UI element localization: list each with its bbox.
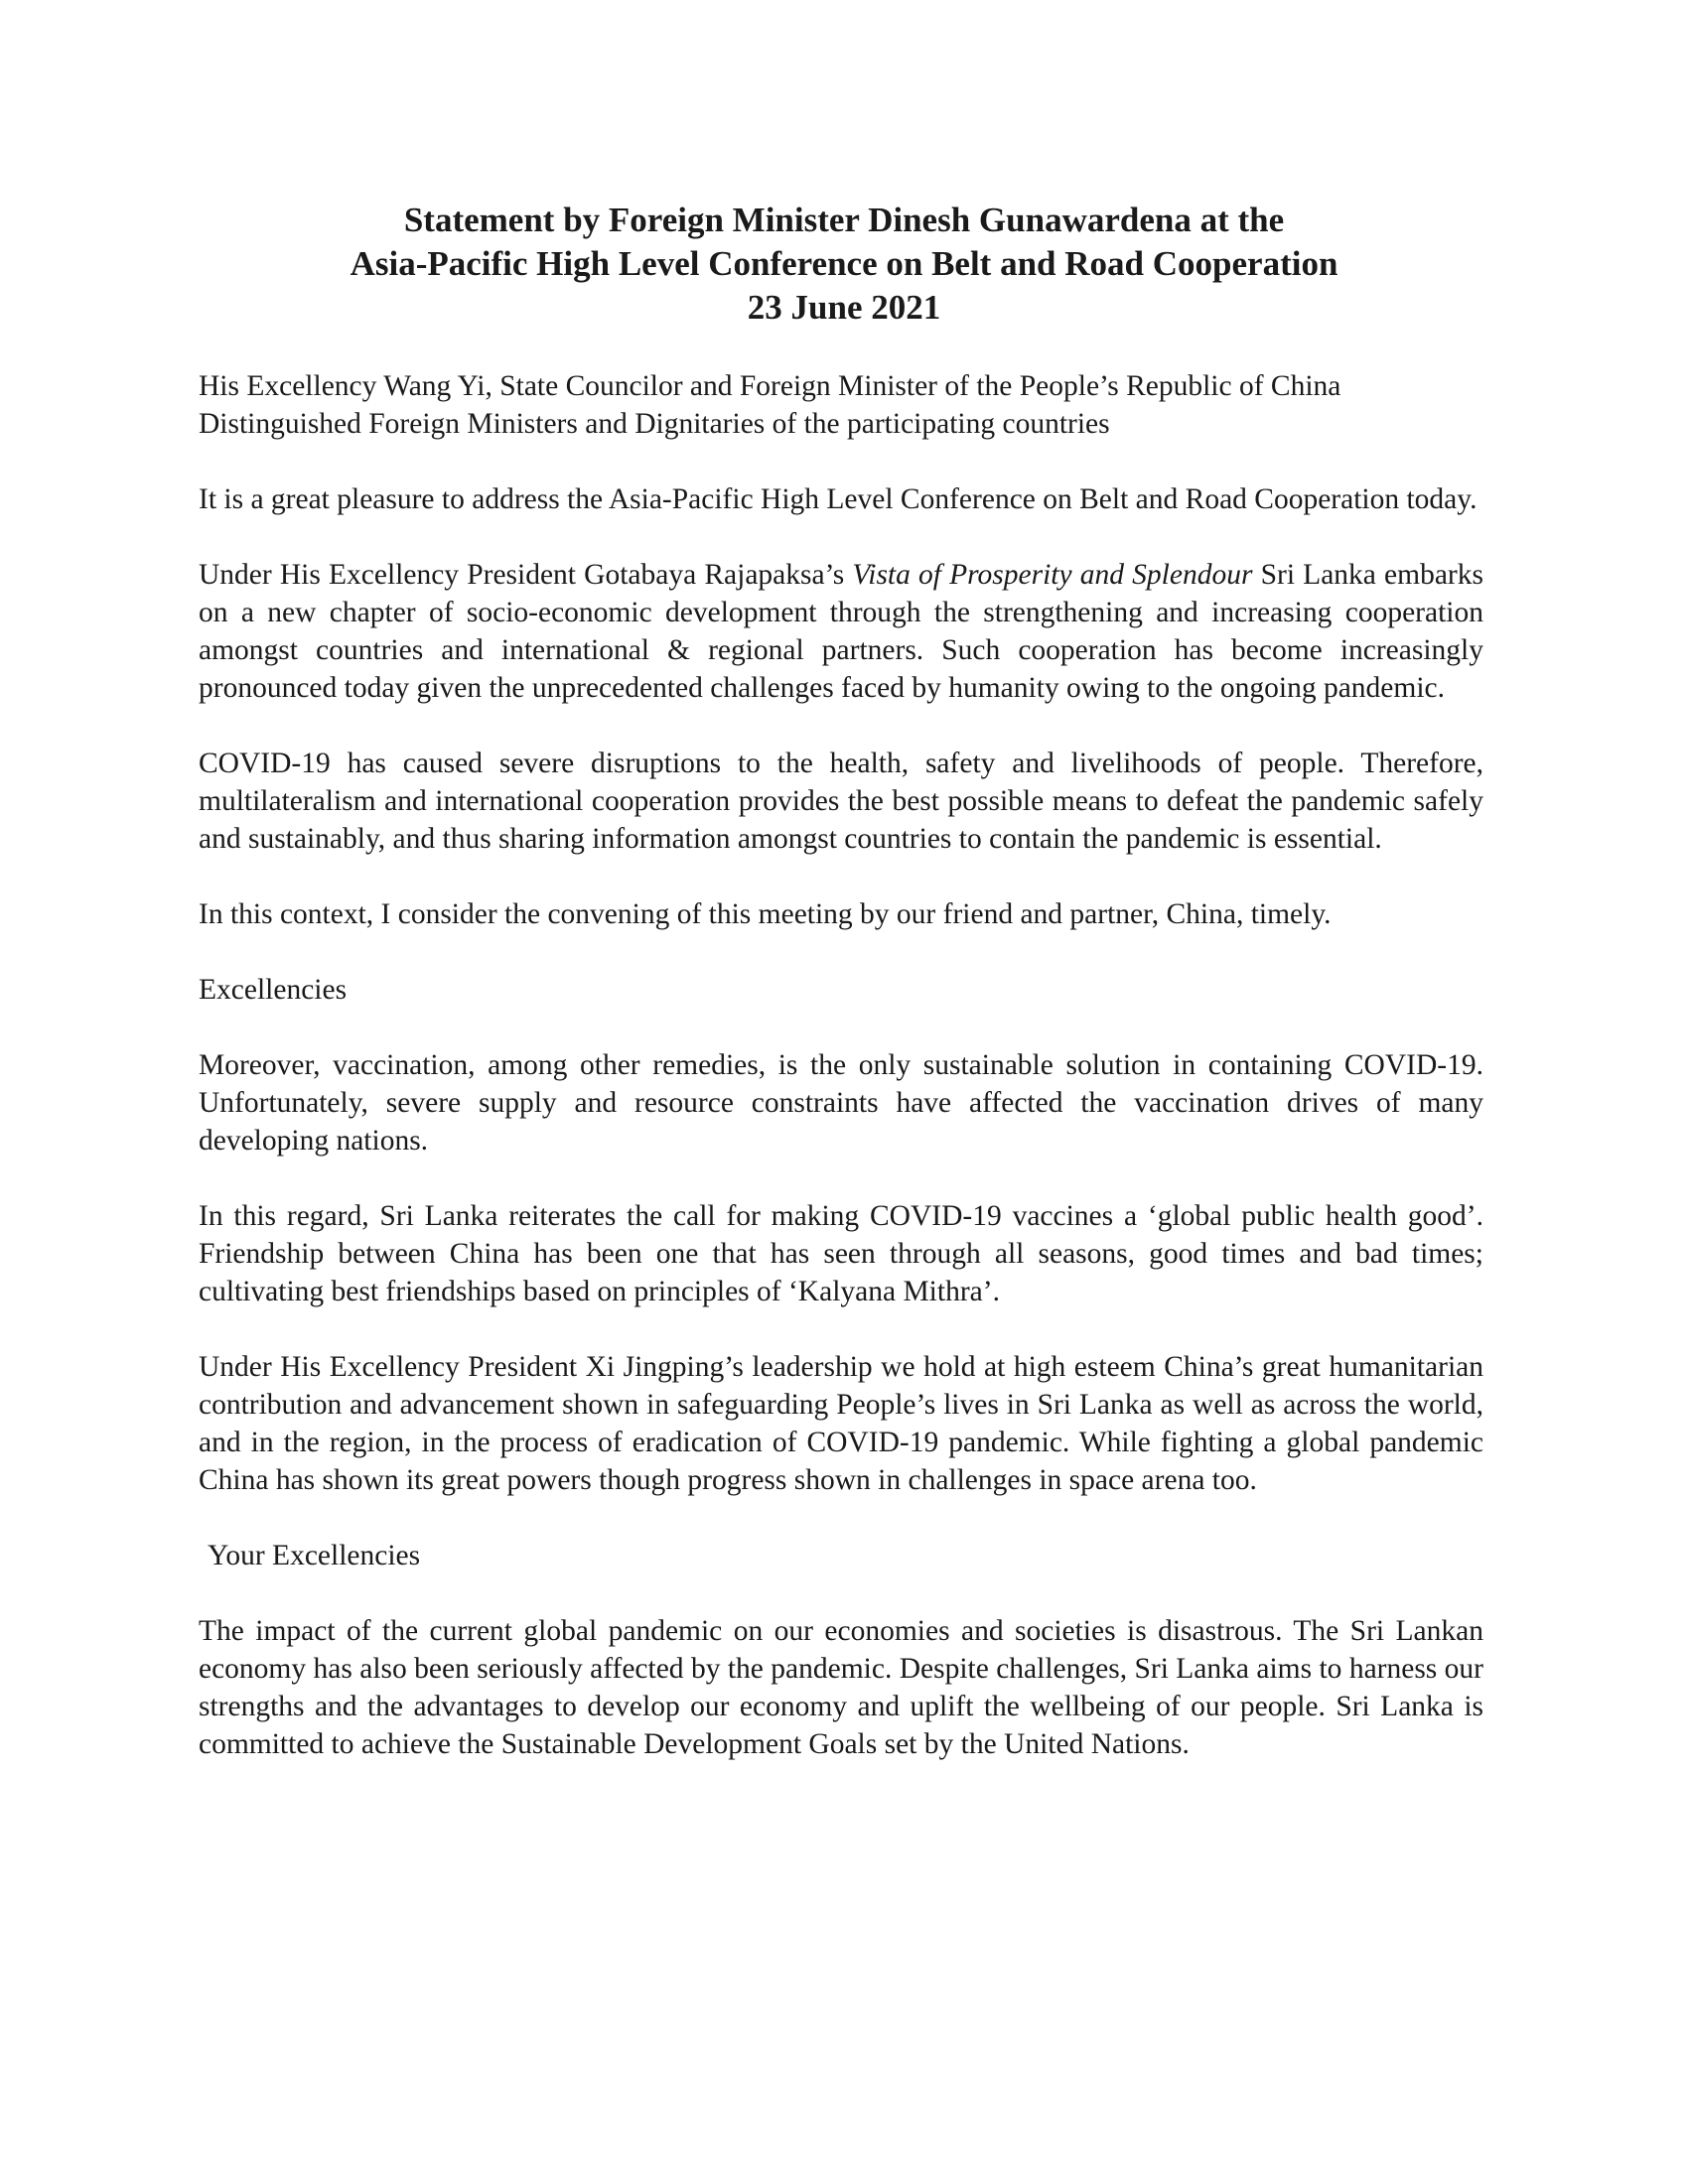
paragraph-vista-start: Under His Excellency President Gotabaya Rajapaksa’s: [199, 559, 853, 591]
paragraph-vista-end: Sri Lanka embarks on a new chapter of socio-economic development through the strengthening and increasing cooperation amongst countries and international & regional partners. Such cooperation has become increasingly pronounced today given the unprecedented challenges faced by humanity owing to the ongoing pandemic.: [199, 559, 1483, 704]
paragraph-vista: [199, 556, 1483, 707]
salutation: [199, 367, 1483, 443]
salutation-line-2: Distinguished Foreign Ministers and Dignitaries of the participating countries: [199, 408, 1110, 440]
title-line-1: Statement by Foreign Minister Dinesh Gunawardena at the: [403, 201, 1285, 239]
title-date: 23 June 2021: [747, 288, 941, 327]
address-your-excellencies: Your Excellencies: [208, 1540, 421, 1571]
statement-body: [199, 367, 1483, 1801]
paragraph-opening: It is a great pleasure to address the Asia-Pacific High Level Conference on Belt and Road Cooperation today.: [199, 483, 1477, 515]
paragraph-china-contribution: Under His Excellency President Xi Jingping’s leadership we hold at high esteem China’s great humanitarian contribution and advancement shown in safeguarding People’s lives in Sri Lanka as well as across the world, and in the region, in the process of eradication of COVID-19 pandemic. While fighting a global pandemic China has shown its great powers though progress shown in challenges in space arena too.: [199, 1351, 1483, 1496]
paragraph-global-public-good: In this regard, Sri Lanka reiterates the call for making COVID-19 vaccines a ‘global public health good’. Friendship between China has been one that has seen through all seasons, good times and bad times; cultivating best friendships based on principles of ‘Kalyana Mithra’.: [199, 1200, 1483, 1307]
paragraph-economic-impact: The impact of the current global pandemic on our economies and societies is disastrous. The Sri Lankan economy has also been seriously affected by the pandemic. Despite challenges, Sri Lanka aims to harness our strengths and the advantages to develop our economy and uplift the wellbeing of our people. Sri Lanka is committed to achieve the Sustainable Development Goals set by the United Nations.: [199, 1615, 1483, 1760]
paragraph-context: In this context, I consider the convening of this meeting by our friend and partner, China, timely.: [199, 898, 1332, 930]
paragraph-covid-disruptions: COVID-19 has caused severe disruptions to the health, safety and livelihoods of people. Therefore, multilateralism and international cooperation provides the best possible means to defeat the pandemic safely and sustainably, and thus sharing information amongst countries to contain the pandemic is essential.: [199, 748, 1483, 855]
title-line-2: Asia-Pacific High Level Conference on Belt and Road Cooperation: [350, 244, 1338, 283]
paragraph-vaccination: Moreover, vaccination, among other remedies, is the only sustainable solution in containing COVID-19. Unfortunately, severe supply and resource constraints have affected the vaccination drives of many developing nations.: [199, 1049, 1483, 1157]
statement-title: [199, 199, 1489, 330]
salutation-line-1: His Excellency Wang Yi, State Councilor and Foreign Minister of the People’s Republic of China: [199, 370, 1341, 402]
vista-title: Vista of Prosperity and Splendour: [852, 559, 1253, 591]
address-excellencies: Excellencies: [199, 974, 348, 1006]
